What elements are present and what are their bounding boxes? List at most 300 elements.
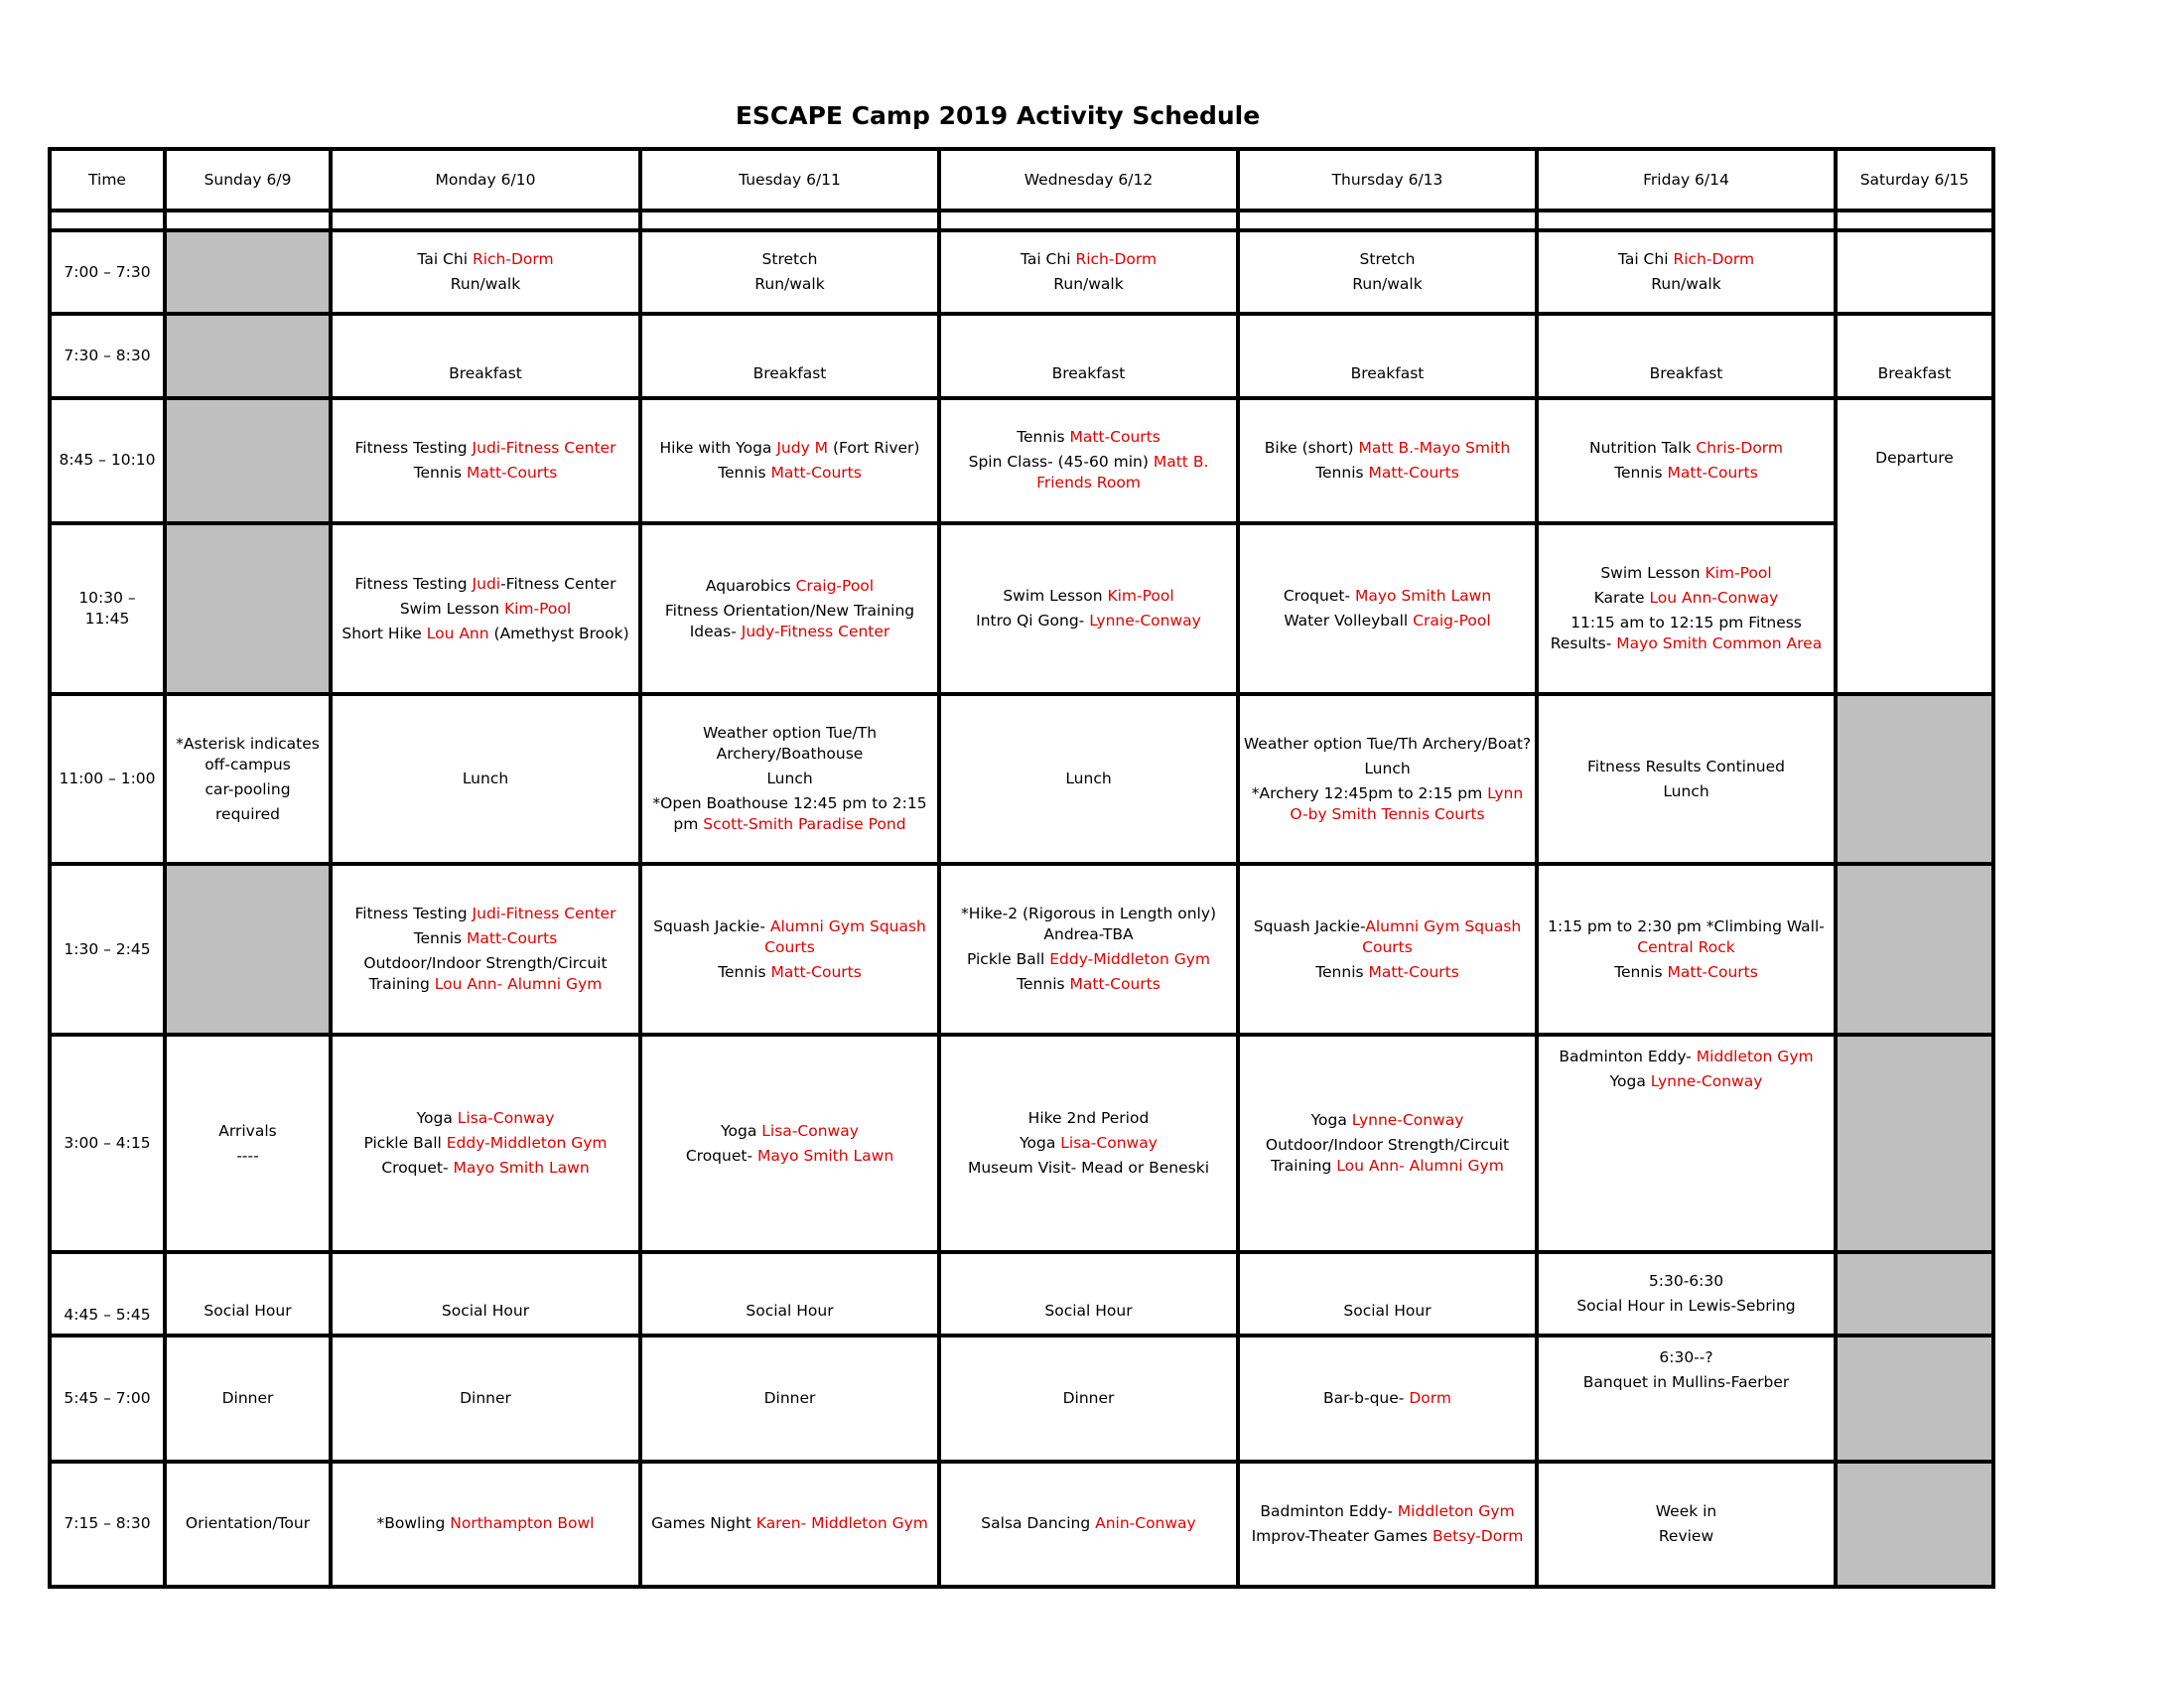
activity-line — [1542, 1296, 1831, 1317]
activity-text: Improv-Theater Games — [1251, 1526, 1433, 1545]
activity-location: Dorm — [1409, 1388, 1451, 1407]
activity-text: Banquet in Mullins-Faerber — [1582, 1373, 1790, 1392]
spacer-cell — [50, 211, 165, 230]
activity-text: Social Hour — [204, 1302, 292, 1321]
schedule-row — [50, 398, 1993, 523]
activity-text: Breakfast — [1649, 363, 1723, 382]
schedule-row — [50, 694, 1993, 863]
activity-text: Swim Lesson — [1003, 587, 1108, 606]
activity-cell — [165, 694, 331, 863]
activity-line — [645, 916, 934, 958]
activity-line — [1542, 1047, 1831, 1067]
activity-cell — [1238, 314, 1537, 397]
activity-cell — [939, 694, 1238, 863]
activity-text: -Fitness Center — [500, 574, 616, 593]
activity-location: Lisa-Conway — [1060, 1134, 1158, 1153]
activity-text: Badminton Eddy- — [1559, 1048, 1697, 1066]
activity-text: Tai Chi — [1020, 250, 1076, 269]
activity-text: Tennis — [413, 929, 468, 948]
activity-text: Social Hour — [441, 1302, 530, 1321]
activity-text: *Hike-2 (Rigorous in Length only) Andrea-TBA — [960, 905, 1217, 944]
activity-location: Matt-Courts — [1368, 463, 1459, 482]
activity-cell — [1537, 864, 1836, 1035]
activity-text: Swim Lesson — [399, 599, 504, 618]
activity-location: Judy M — [776, 438, 829, 457]
activity-line — [1243, 916, 1532, 958]
activity-line — [1542, 249, 1831, 270]
activity-line — [1243, 1501, 1532, 1522]
activity-cell — [640, 230, 939, 314]
activity-text: Stretch — [761, 250, 818, 269]
activity-text: Weather option Tue/Th Archery/Boathouse — [702, 724, 878, 764]
activity-location: Kim-Pool — [1107, 587, 1174, 606]
activity-line — [645, 793, 934, 835]
schedule-table — [48, 147, 1995, 1589]
activity-line — [1542, 613, 1831, 654]
activity-text: Breakfast — [449, 363, 522, 382]
activity-line — [1243, 1301, 1532, 1322]
activity-text: Yoga — [1310, 1111, 1352, 1130]
activity-line — [944, 1388, 1233, 1409]
activity-cell — [640, 864, 939, 1035]
activity-text: Spin Class- (45-60 min) — [968, 453, 1154, 472]
header-day: Sunday 6/9 — [165, 149, 331, 211]
activity-cell — [165, 1035, 331, 1252]
activity-cell — [331, 1035, 640, 1252]
header-day: Wednesday 6/12 — [939, 149, 1238, 211]
activity-line — [645, 1388, 934, 1409]
time-cell: 11:00 – 1:00 — [50, 694, 165, 863]
activity-text: Badminton Eddy- — [1260, 1501, 1398, 1520]
activity-line — [1243, 1526, 1532, 1547]
activity-text: Museum Visit- Mead or Beneski — [967, 1159, 1210, 1178]
activity-line — [336, 1301, 635, 1322]
activity-line — [944, 974, 1233, 995]
schedule-row — [50, 230, 1993, 314]
activity-text: Orientation/Tour — [185, 1514, 311, 1533]
activity-cell — [331, 864, 640, 1035]
activity-cell — [165, 1336, 331, 1461]
activity-cell — [1238, 523, 1537, 694]
activity-line — [336, 769, 635, 789]
activity-line — [645, 363, 934, 384]
activity-cell — [640, 398, 939, 523]
activity-line — [1841, 448, 1988, 469]
activity-location: Lynne-Conway — [1089, 612, 1201, 631]
activity-text: Fitness Orientation/New Training Ideas- — [664, 601, 915, 640]
time-cell: 10:30 – 11:45 — [50, 523, 165, 694]
activity-cell — [1238, 694, 1537, 863]
activity-line — [944, 904, 1233, 945]
activity-line — [944, 1108, 1233, 1129]
activity-line — [336, 928, 635, 949]
spacer-cell — [165, 211, 331, 230]
activity-location: Judi — [472, 574, 501, 593]
activity-text: Games Night — [651, 1514, 756, 1533]
activity-line — [645, 249, 934, 270]
activity-line — [336, 1133, 635, 1154]
activity-cell — [1537, 398, 1836, 523]
activity-line — [1542, 563, 1831, 584]
activity-text: Tennis — [1315, 962, 1369, 981]
activity-text: Review — [1658, 1526, 1714, 1545]
activity-cell — [640, 1336, 939, 1461]
activity-cell — [1238, 230, 1537, 314]
activity-line — [645, 962, 934, 983]
activity-line — [944, 586, 1233, 607]
activity-line — [1243, 611, 1532, 632]
activity-location: Lynne-Conway — [1351, 1111, 1464, 1130]
activity-line — [336, 574, 635, 595]
activity-cell — [640, 1252, 939, 1336]
activity-text: Week in — [1655, 1501, 1717, 1520]
activity-line — [1542, 1347, 1831, 1368]
activity-text: Outdoor/Indoor Strength/Circuit Training — [363, 954, 608, 994]
activity-line — [944, 769, 1233, 789]
activity-cell — [1836, 1336, 1993, 1461]
schedule-row — [50, 864, 1993, 1035]
activity-text: Croquet- — [381, 1159, 454, 1178]
activity-cell — [640, 1035, 939, 1252]
activity-text: Tai Chi — [417, 250, 473, 269]
activity-text: Lunch — [1364, 759, 1411, 777]
activity-text: Swim Lesson — [1600, 564, 1706, 583]
header-row — [50, 149, 1993, 211]
activity-location: Mayo Smith Lawn — [1354, 587, 1492, 606]
activity-line — [645, 769, 934, 789]
activity-line — [336, 249, 635, 270]
activity-line — [170, 734, 326, 775]
activity-text: ---- — [236, 1146, 259, 1165]
activity-text: Yoga — [1609, 1072, 1651, 1091]
activity-text: Aquarobics — [705, 576, 796, 595]
activity-location: Northampton Bowl — [450, 1514, 595, 1533]
activity-line — [1542, 1071, 1831, 1092]
activity-cell — [939, 1035, 1238, 1252]
activity-cell — [640, 1462, 939, 1587]
activity-cell — [1537, 694, 1836, 863]
activity-line — [1243, 759, 1532, 779]
activity-line — [645, 576, 934, 597]
activity-line — [1542, 1526, 1831, 1547]
activity-location: Matt-Courts — [1069, 428, 1160, 447]
activity-location: Lou Ann-Conway — [1649, 589, 1779, 608]
activity-text: (Fort River) — [828, 438, 920, 457]
activity-line — [1542, 274, 1831, 295]
activity-cell — [1836, 864, 1993, 1035]
activity-line — [336, 953, 635, 995]
activity-cell — [939, 314, 1238, 397]
schedule-row — [50, 1035, 1993, 1252]
activity-line — [944, 274, 1233, 295]
activity-cell — [939, 398, 1238, 523]
activity-line — [1243, 783, 1532, 825]
activity-location: Matt-Courts — [770, 463, 862, 482]
activity-cell — [331, 1336, 640, 1461]
header-time: Time — [50, 149, 165, 211]
activity-cell — [331, 398, 640, 523]
activity-line — [1243, 438, 1532, 459]
activity-text: Intro Qi Gong- — [976, 612, 1090, 631]
activity-location: Craig-Pool — [795, 576, 875, 595]
activity-cell — [165, 1252, 331, 1336]
activity-cell — [1238, 398, 1537, 523]
activity-text: Karate — [1593, 589, 1650, 608]
activity-line — [1841, 363, 1988, 384]
activity-line — [944, 1513, 1233, 1534]
activity-line — [944, 949, 1233, 970]
page-title: ESCAPE Camp 2019 Activity Schedule — [735, 101, 1261, 130]
activity-line — [336, 438, 635, 459]
activity-location: Lisa-Conway — [761, 1121, 859, 1140]
activity-line — [336, 904, 635, 924]
activity-text: Fitness Testing — [354, 438, 473, 457]
activity-line — [170, 1121, 326, 1142]
activity-location: Matt-Courts — [467, 929, 558, 948]
activity-text: Run/walk — [450, 275, 521, 294]
activity-location: Kim-Pool — [1705, 564, 1772, 583]
activity-text: Arrivals — [218, 1121, 277, 1140]
activity-cell — [939, 864, 1238, 1035]
activity-text: Social Hour in Lewis-Sebring — [1576, 1297, 1796, 1316]
activity-location: Mayo Smith Common Area — [1616, 634, 1823, 653]
activity-line — [1542, 1501, 1831, 1522]
activity-text: *Asterisk indicates off-campus — [176, 734, 320, 774]
activity-text: Social Hour — [746, 1302, 834, 1321]
activity-text: 5:30-6:30 — [1648, 1272, 1724, 1291]
activity-line — [1542, 781, 1831, 802]
activity-location: Anin-Conway — [1095, 1514, 1196, 1533]
schedule-row — [50, 1252, 1993, 1336]
activity-line — [336, 463, 635, 484]
spacer-cell — [640, 211, 939, 230]
time-cell: 7:15 – 8:30 — [50, 1462, 165, 1587]
activity-cell — [331, 1252, 640, 1336]
activity-text: Outdoor/Indoor Strength/Circuit Training — [1265, 1136, 1510, 1176]
activity-line — [645, 601, 934, 642]
activity-text: car-pooling — [205, 779, 291, 798]
activity-location: Matt-Courts — [1667, 463, 1758, 482]
activity-line — [170, 779, 326, 800]
activity-line — [944, 427, 1233, 448]
activity-text: Dinner — [1062, 1388, 1115, 1407]
activity-text: Pickle Ball — [363, 1134, 447, 1153]
schedule-row — [50, 523, 1993, 694]
activity-cell — [331, 230, 640, 314]
spacer-cell — [1836, 211, 1993, 230]
activity-cell — [1537, 1035, 1836, 1252]
activity-cell — [1238, 1035, 1537, 1252]
activity-cell — [165, 1462, 331, 1587]
activity-location: Matt-Courts — [770, 962, 862, 981]
activity-line — [1243, 249, 1532, 270]
activity-cell — [939, 1252, 1238, 1336]
activity-location: Chris-Dorm — [1696, 438, 1784, 457]
activity-line — [1243, 1388, 1532, 1409]
activity-cell — [1238, 1336, 1537, 1461]
schedule-row — [50, 314, 1993, 397]
activity-text: Tennis — [1614, 962, 1668, 981]
activity-line — [944, 611, 1233, 632]
activity-text: Breakfast — [1877, 363, 1952, 382]
activity-text: Breakfast — [1350, 363, 1425, 382]
activity-cell — [939, 230, 1238, 314]
activity-line — [1542, 363, 1831, 384]
activity-line — [944, 363, 1233, 384]
activity-text: Run/walk — [1651, 275, 1721, 294]
activity-cell — [1537, 523, 1836, 694]
activity-text: (Amethyst Brook) — [488, 624, 629, 642]
activity-line — [1243, 274, 1532, 295]
activity-line — [336, 1158, 635, 1179]
activity-location: Rich-Dorm — [1673, 250, 1755, 269]
activity-text: Tennis — [718, 463, 771, 482]
activity-text: Lunch — [766, 770, 813, 788]
time-cell: 5:45 – 7:00 — [50, 1336, 165, 1461]
activity-line — [1542, 588, 1831, 609]
time-cell: 7:00 – 7:30 — [50, 230, 165, 314]
activity-line — [336, 1108, 635, 1129]
activity-text: Weather option Tue/Th Archery/Boat? — [1243, 734, 1532, 753]
activity-text: Tennis — [413, 463, 468, 482]
activity-cell — [331, 694, 640, 863]
activity-text: Lunch — [462, 770, 509, 788]
spacer-cell — [331, 211, 640, 230]
activity-text: *Open Boathouse 12:45 pm to 2:15 pm — [652, 794, 927, 834]
activity-location: Alumni Gym Squash Courts — [1362, 916, 1522, 956]
activity-text: 11:15 am to 12:15 pm Fitness Results- — [1550, 614, 1802, 653]
activity-cell — [1537, 1462, 1836, 1587]
activity-cell — [1537, 314, 1836, 397]
activity-line — [944, 452, 1233, 493]
activity-text: Tennis — [1614, 463, 1668, 482]
activity-line — [645, 463, 934, 484]
activity-cell — [1238, 1252, 1537, 1336]
activity-text: required — [215, 804, 280, 823]
activity-line — [944, 249, 1233, 270]
activity-line — [170, 1388, 326, 1409]
time-cell: 1:30 – 2:45 — [50, 864, 165, 1035]
activity-line — [1542, 1271, 1831, 1292]
activity-text: Fitness Results Continued — [1586, 757, 1786, 775]
activity-line — [170, 1146, 326, 1167]
activity-location: Judi-Fitness Center — [472, 438, 616, 457]
activity-cell — [1836, 1462, 1993, 1587]
activity-text: Bar-b-que- — [1323, 1388, 1410, 1407]
activity-line — [170, 804, 326, 825]
activity-line — [645, 1513, 934, 1534]
activity-cell — [1537, 230, 1836, 314]
activity-text: Yoga — [416, 1109, 458, 1128]
spacer-cell — [1238, 211, 1537, 230]
activity-text: 6:30--? — [1659, 1348, 1713, 1367]
spacer-cell — [1537, 211, 1836, 230]
activity-line — [336, 599, 635, 620]
activity-cell — [1836, 1252, 1993, 1336]
header-day: Friday 6/14 — [1537, 149, 1836, 211]
activity-line — [336, 274, 635, 295]
header-day: Thursday 6/13 — [1238, 149, 1537, 211]
activity-cell — [939, 1462, 1238, 1587]
activity-text: Social Hour — [1044, 1302, 1133, 1321]
activity-location: Lisa-Conway — [457, 1109, 555, 1128]
activity-location: Lynn O-by Smith Tennis Courts — [1290, 783, 1524, 823]
activity-line — [1542, 438, 1831, 459]
activity-line — [170, 1513, 326, 1534]
activity-cell — [939, 523, 1238, 694]
activity-location: Judi-Fitness Center — [472, 905, 616, 923]
activity-line — [1542, 1372, 1831, 1393]
activity-text: Tennis — [1315, 463, 1369, 482]
activity-cell — [640, 314, 939, 397]
activity-text: Salsa Dancing — [981, 1514, 1096, 1533]
activity-location: Mayo Smith Lawn — [453, 1159, 590, 1178]
activity-line — [944, 1301, 1233, 1322]
activity-location: Mayo Smith Lawn — [756, 1146, 894, 1165]
activity-line — [1542, 463, 1831, 484]
activity-location: Matt B. Friends Room — [1036, 453, 1209, 492]
activity-location: Matt-Courts — [467, 463, 558, 482]
activity-location: Lou Ann- Alumni Gym — [434, 975, 603, 994]
time-cell: 7:30 – 8:30 — [50, 314, 165, 397]
activity-cell — [1537, 1336, 1836, 1461]
activity-text: Tennis — [1017, 428, 1070, 447]
activity-text: Departure — [1875, 448, 1954, 467]
header-day: Saturday 6/15 — [1836, 149, 1993, 211]
activity-text: Croquet- — [685, 1146, 757, 1165]
activity-line — [336, 1513, 635, 1534]
activity-location: Betsy-Dorm — [1432, 1526, 1524, 1545]
activity-text: Hike 2nd Period — [1027, 1109, 1150, 1128]
activity-location: Craig-Pool — [1413, 612, 1491, 631]
activity-text: Hike with Yoga — [659, 438, 777, 457]
activity-location: Judy-Fitness Center — [741, 622, 890, 640]
activity-cell — [1836, 230, 1993, 314]
activity-location: Middleton Gym — [1696, 1048, 1814, 1066]
activity-cell — [1836, 398, 1993, 695]
activity-text: *Archery 12:45pm to 2:15 pm — [1251, 783, 1488, 802]
time-cell: 4:45 – 5:45 — [50, 1252, 165, 1336]
activity-line — [645, 274, 934, 295]
activity-cell — [331, 1462, 640, 1587]
activity-text: *Bowling — [376, 1514, 451, 1533]
header-day: Monday 6/10 — [331, 149, 640, 211]
activity-text: Squash Jackie- — [1253, 916, 1366, 935]
activity-cell — [165, 523, 331, 694]
activity-text: Yoga — [721, 1121, 762, 1140]
activity-location: Lou Ann- Alumni Gym — [1336, 1157, 1504, 1176]
activity-cell — [165, 230, 331, 314]
activity-line — [1243, 962, 1532, 983]
activity-location: Lou Ann — [426, 624, 489, 642]
activity-cell — [1238, 1462, 1537, 1587]
activity-line — [336, 624, 635, 644]
activity-text: 1:15 pm to 2:30 pm *Climbing Wall- — [1548, 916, 1825, 935]
activity-cell — [331, 523, 640, 694]
time-cell: 8:45 – 10:10 — [50, 398, 165, 523]
activity-line — [170, 1301, 326, 1322]
activity-cell — [165, 398, 331, 523]
activity-location: Matt-Courts — [1069, 975, 1160, 994]
activity-line — [1243, 363, 1532, 384]
activity-cell — [640, 523, 939, 694]
activity-location: Scott-Smith Paradise Pond — [703, 815, 906, 834]
activity-location: Matt B.-Mayo Smith — [1358, 438, 1511, 457]
activity-cell — [1537, 1252, 1836, 1336]
activity-line — [645, 723, 934, 765]
activity-text: Tennis — [1017, 975, 1070, 994]
activity-text: Dinner — [763, 1388, 816, 1407]
